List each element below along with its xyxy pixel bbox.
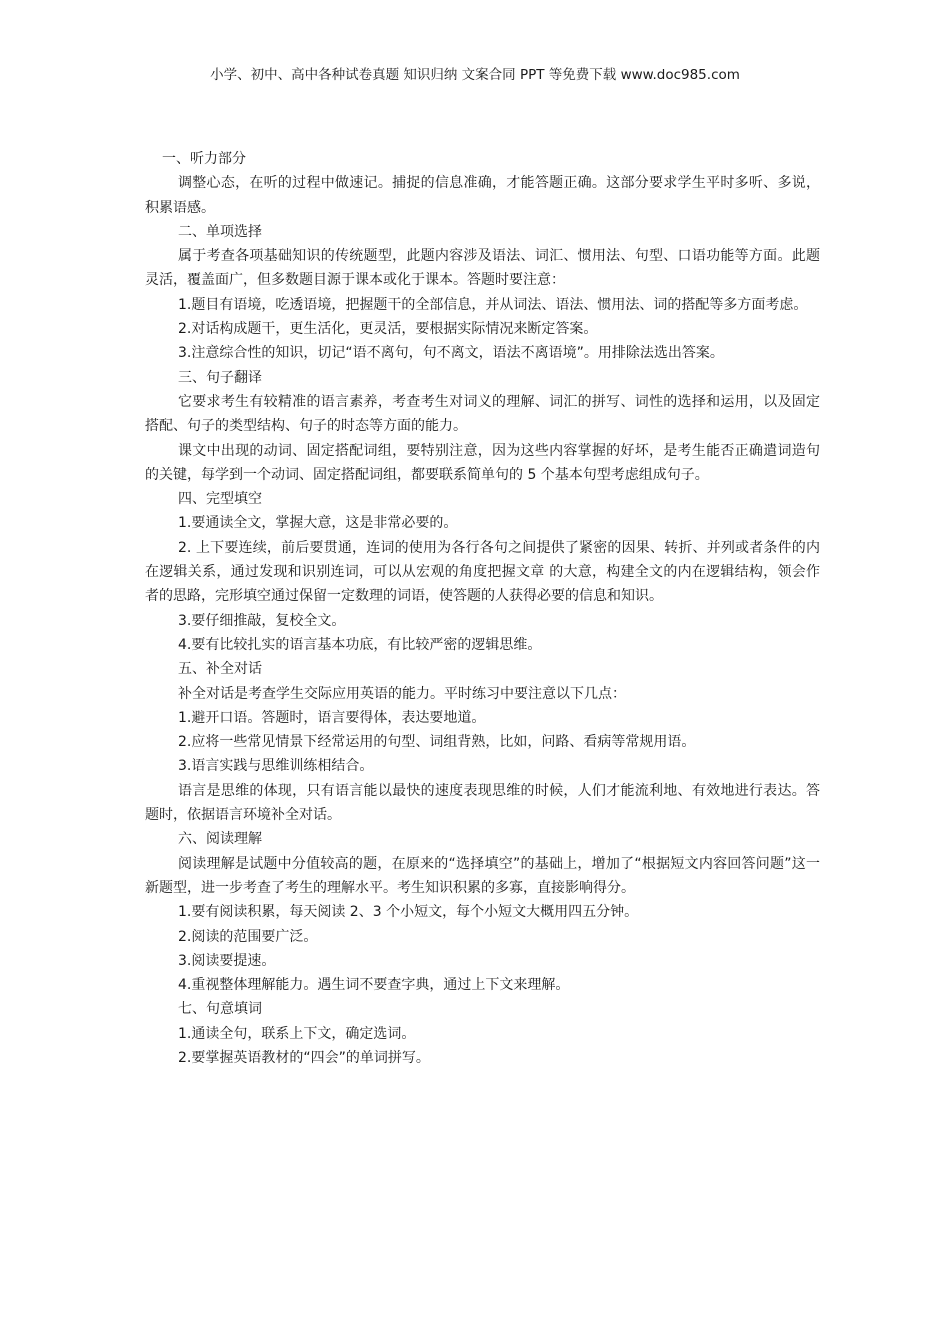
paragraph: 属于考查各项基础知识的传统题型，此题内容涉及语法、词汇、惯用法、句型、口语功能等方面。此题灵活，覆盖面广，但多数题目源于课本或化于课本。答题时要注意： xyxy=(145,248,820,289)
list-item: 4.重视整体理解能力。遇生词不要查字典，通过上下文来理解。 xyxy=(178,977,570,994)
list-item: 2. 上下要连续，前后要贯通，连词的使用为各行各句之间提供了紧密的因果、转折、并列或者条件的内在逻辑关系，通过发现和识别连词，可以从宏观的角度把握文章 的大意，构建全文的内在逻辑结构，领会作者的思路，完形填空通过保留一定数理的词语，使答题的人获得必要的信息和知识。 xyxy=(145,539,820,605)
paragraph: 语言是思维的体现，只有语言能以最快的速度表现思维的时候，人们才能流利地、有效地进行表达。答题时，依据语言环境补全对话。 xyxy=(145,782,820,824)
section-heading: 七、句意填词 xyxy=(178,1001,262,1018)
paragraph: 课文中出现的动词、固定搭配词组，要特别注意，因为这些内容掌握的好坏，是考生能否正确遣词造句的关键，每学到一个动词、固定搭配词组，都要联系简单句的 5 个基本句型考虑组成句子。 xyxy=(145,442,820,483)
section-heading: 一、听力部分 xyxy=(162,151,246,167)
section-translation xyxy=(145,366,820,487)
paragraph: 它要求考生有较精准的语言素养，考查考生对词义的理解、词汇的拼写、词性的选择和运用，以及固定搭配、句子的类型结构、句子的时态等方面的能力。 xyxy=(145,393,820,435)
section-word-fill xyxy=(145,997,820,1070)
list-item: 3.语言实践与思维训练相结合。 xyxy=(178,758,374,775)
section-heading: 六、阅读理解 xyxy=(178,831,262,848)
list-item: 3.阅读要提速。 xyxy=(178,952,276,969)
list-item: 1.题目有语境，吃透语境，把握题干的全部信息，并从词法、语法、惯用法、词的搭配等多方面考虑。 xyxy=(178,296,808,313)
list-item: 1.要通读全文，掌握大意，这是非常必要的。 xyxy=(178,515,458,532)
list-item: 3.要仔细推敲，复校全文。 xyxy=(178,612,346,629)
document-body xyxy=(145,147,820,1070)
section-listening xyxy=(145,147,820,220)
section-heading: 五、补全对话 xyxy=(178,661,262,678)
list-item: 4.要有比较扎实的语言基本功底，有比较严密的逻辑思维。 xyxy=(178,636,542,653)
paragraph: 阅读理解是试题中分值较高的题，在原来的“选择填空”的基础上，增加了“根据短文内容回答问题”这一新题型，进一步考查了考生的理解水平。考生知识积累的多寡，直接影响得分。 xyxy=(145,855,820,896)
section-heading: 二、单项选择 xyxy=(178,223,262,240)
section-heading: 三、句子翻译 xyxy=(178,369,262,386)
paragraph: 补全对话是考查学生交际应用英语的能力。平时练习中要注意以下几点： xyxy=(178,685,626,702)
section-dialogue xyxy=(145,657,820,827)
paragraph: 调整心态，在听的过程中做速记。捕捉的信息准确，才能答题正确。这部分要求学生平时多听、多说，积累语感。 xyxy=(145,175,820,216)
list-item: 1.避开口语。答题时，语言要得体，表达要地道。 xyxy=(178,709,486,726)
list-item: 2.应将一些常见情景下经常运用的句型、词组背熟，比如，问路、看病等常规用语。 xyxy=(178,734,696,751)
list-item: 1.通读全句，联系上下文，确定选词。 xyxy=(178,1025,416,1042)
section-heading: 四、完型填空 xyxy=(178,491,262,508)
list-item: 2.要掌握英语教材的“四会”的单词拼写。 xyxy=(178,1049,430,1066)
section-single-choice xyxy=(145,220,820,366)
section-cloze xyxy=(145,487,820,657)
list-item: 1.要有阅读积累，每天阅读 2、3 个小短文，每个小短文大概用四五分钟。 xyxy=(178,904,639,921)
section-reading xyxy=(145,827,820,997)
page-header: 小学、初中、高中各种试卷真题 知识归纳 文案合同 PPT 等免费下载 www.doc985.com xyxy=(210,67,740,83)
list-item: 2.对话构成题干，更生活化，更灵活，要根据实际情况来断定答案。 xyxy=(178,321,598,338)
list-item: 3.注意综合性的知识，切记“语不离句，句不离文，语法不离语境”。用排除法选出答案。 xyxy=(178,345,724,362)
list-item: 2.阅读的范围要广泛。 xyxy=(178,928,318,945)
